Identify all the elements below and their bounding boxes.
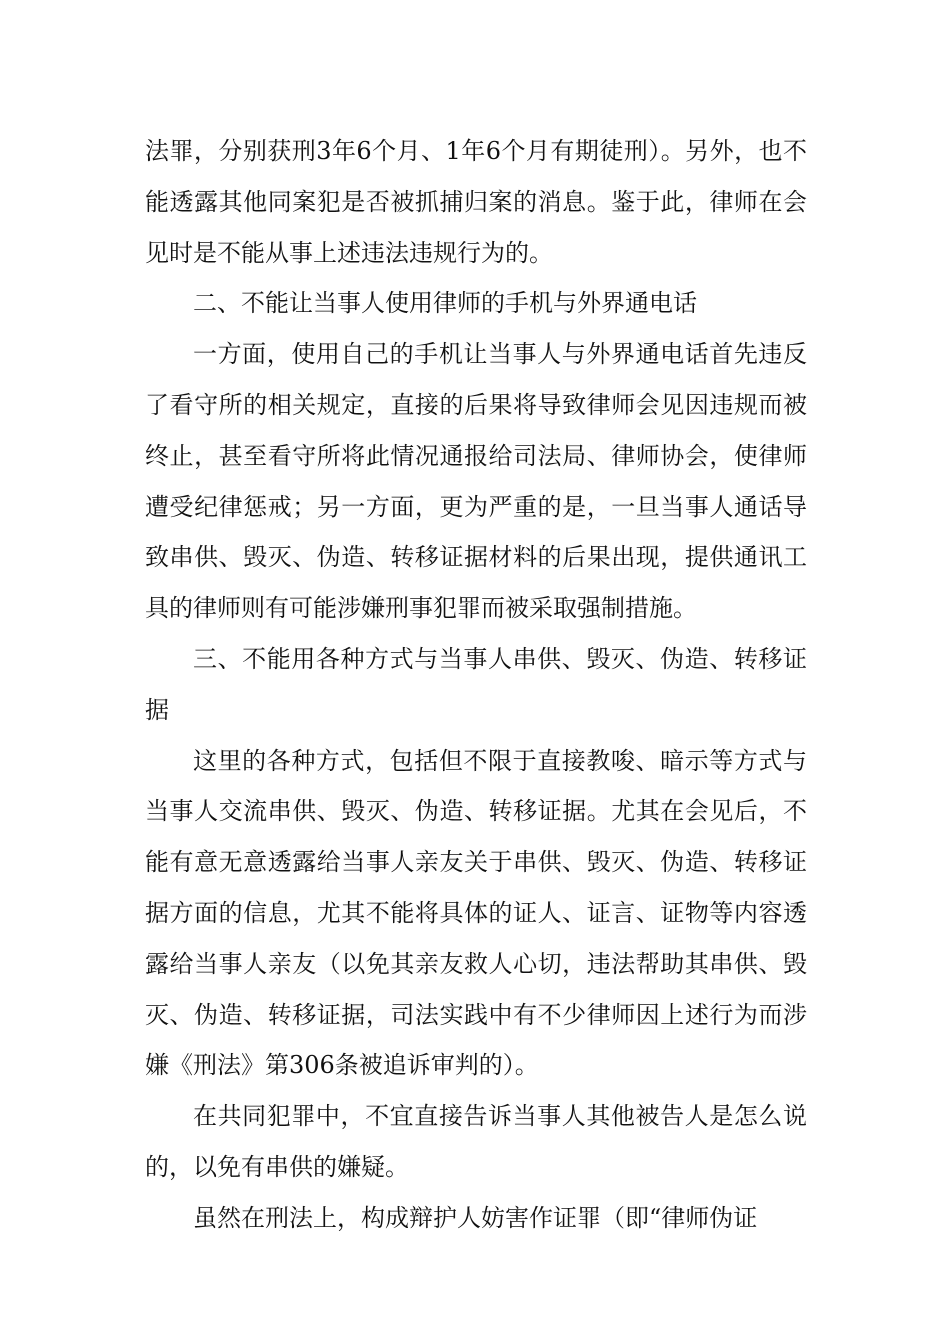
document-body [145, 126, 807, 1244]
paragraph-continuation: 法罪，分别获刑3年6个月、1年6个月有期徒刑）。另外，也不能透露其他同案犯是否被抓捕归案的消息。鉴于此，律师在会见时是不能从事上述违法违规行为的。 [145, 137, 807, 267]
section-heading-3: 三、不能用各种方式与当事人串供、毁灭、伪造、转移证据 [145, 644, 807, 724]
paragraph: 在共同犯罪中，不宜直接告诉当事人其他被告人是怎么说的，以免有串供的嫌疑。 [145, 1102, 807, 1181]
paragraph: 虽然在刑法上，构成辩护人妨害作证罪（即“律师伪证 [193, 1203, 758, 1232]
section-heading-2: 二、不能让当事人使用律师的手机与外界通电话 [193, 289, 697, 318]
paragraph: 这里的各种方式，包括但不限于直接教唆、暗示等方式与当事人交流串供、毁灭、伪造、转移证据。尤其在会见后，不能有意无意透露给当事人亲友关于串供、毁灭、伪造、转移证据方面的信息，尤其不能将具体的证人、证言、证物等内容透露给当事人亲友（以免其亲友救人心切，违法帮助其串供、毁灭、伪造、转移证据，司法实践中有不少律师因上述行为而涉嫌《刑法》第306条被追诉审判的）。 [145, 746, 807, 1080]
paragraph: 一方面，使用自己的手机让当事人与外界通电话首先违反了看守所的相关规定，直接的后果将导致律师会见因违规而被终止，甚至看守所将此情况通报给司法局、律师协会，使律师遭受纪律惩戒；另一方面，更为严重的是，一旦当事人通话导致串供、毁灭、伪造、转移证据材料的后果出现，提供通讯工具的律师则有可能涉嫌刑事犯罪而被采取强制措施。 [145, 340, 807, 623]
